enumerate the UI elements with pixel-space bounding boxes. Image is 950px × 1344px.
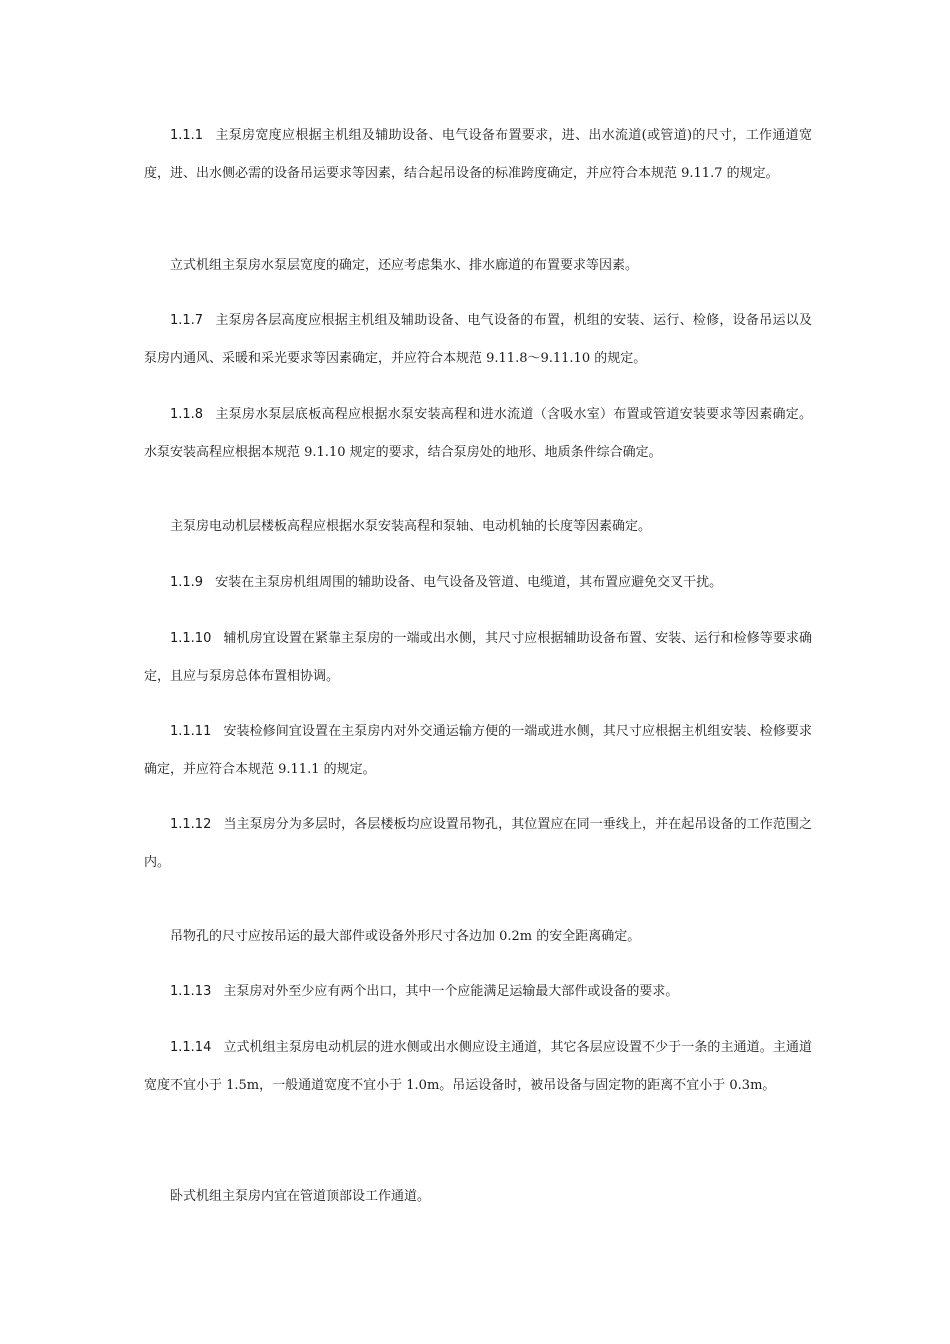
paragraph-motor-floor-elevation <box>144 508 812 546</box>
clause-number: 1.1.7 <box>170 313 204 328</box>
paragraph-text: 吊物孔的尺寸应按吊运的最大部件或设备外形尺寸各边加 0.2m 的安全距离确定。 <box>170 929 641 944</box>
paragraph-text: 主泵房电动机层楼板高程应根据水泵安装高程和泵轴、电动机轴的长度等因素确定。 <box>170 519 652 534</box>
paragraph-1-1-9 <box>144 564 812 602</box>
paragraph-1-1-14 <box>144 1029 812 1105</box>
clause-number: 1.1.9 <box>170 575 204 590</box>
clause-number: 1.1.8 <box>170 407 204 422</box>
paragraph-1-1-13 <box>144 973 812 1011</box>
clause-number: 1.1.1 <box>170 128 204 143</box>
paragraph-1-1-8 <box>144 396 812 472</box>
paragraph-text: 主泵房水泵层底板高程应根据水泵安装高程和进水流道（含吸水室）布置或管道安装要求等因素确定。水泵安装高程应根据本规范 9.1.10 规定的要求，结合泵房处的地形、地质条件综合确定。 <box>144 407 812 460</box>
paragraph-text: 卧式机组主泵房内宜在管道顶部设工作通道。 <box>170 1189 431 1204</box>
clause-number: 1.1.14 <box>170 1040 212 1055</box>
paragraph-vertical-pump-width <box>144 247 812 285</box>
paragraph-text: 辅机房宜设置在紧靠主泵房的一端或出水侧，其尺寸应根据辅助设备布置、安装、运行和检修等要求确定，且应与泵房总体布置相协调。 <box>144 631 812 684</box>
paragraph-text: 主泵房对外至少应有两个出口，其中一个应能满足运输最大部件或设备的要求。 <box>223 984 679 999</box>
paragraph-text: 安装检修间宜设置在主泵房内对外交通运输方便的一端或进水侧，其尺寸应根据主机组安装、检修要求确定，并应符合本规范 9.11.1 的规定。 <box>144 724 812 777</box>
clause-number: 1.1.10 <box>170 631 212 646</box>
paragraph-1-1-10 <box>144 620 812 696</box>
paragraph-text: 主泵房各层高度应根据主机组及辅助设备、电气设备的布置，机组的安装、运行、检修，设备吊运以及泵房内通风、采暖和采光要求等因素确定，并应符合本规范 9.11.8～9.11.10 的规定。 <box>144 313 812 366</box>
paragraph-text: 立式机组主泵房电动机层的进水侧或出水侧应设主通道，其它各层应设置不少于一条的主通道。主通道宽度不宜小于 1.5m，一般通道宽度不宜小于 1.0m。吊运设备时，被吊设备与固定物的距离不宜小于 0.3m。 <box>144 1040 812 1093</box>
paragraph-1-1-7 <box>144 302 812 378</box>
paragraph-1-1-11 <box>144 713 812 789</box>
paragraph-text: 主泵房宽度应根据主机组及辅助设备、电气设备布置要求，进、出水流道(或管道)的尺寸，工作通道宽度，进、出水侧必需的设备吊运要求等因素，结合起吊设备的标准跨度确定，并应符合本规范 9.11.7 的规定。 <box>144 128 812 181</box>
clause-number: 1.1.13 <box>170 984 212 999</box>
paragraph-text: 安装在主泵房机组周围的辅助设备、电气设备及管道、电缆道，其布置应避免交叉干扰。 <box>215 575 723 590</box>
paragraph-horizontal-unit-passage <box>144 1178 812 1216</box>
clause-number: 1.1.12 <box>170 817 212 832</box>
paragraph-hoist-hole-size <box>144 918 812 956</box>
paragraph-1-1-1 <box>144 117 812 193</box>
paragraph-1-1-12 <box>144 806 812 882</box>
paragraph-text: 当主泵房分为多层时，各层楼板均应设置吊物孔，其位置应在同一垂线上，并在起吊设备的工作范围之内。 <box>144 817 812 870</box>
clause-number: 1.1.11 <box>170 724 212 739</box>
paragraph-text: 立式机组主泵房水泵层宽度的确定，还应考虑集水、排水廊道的布置要求等因素。 <box>170 258 639 273</box>
